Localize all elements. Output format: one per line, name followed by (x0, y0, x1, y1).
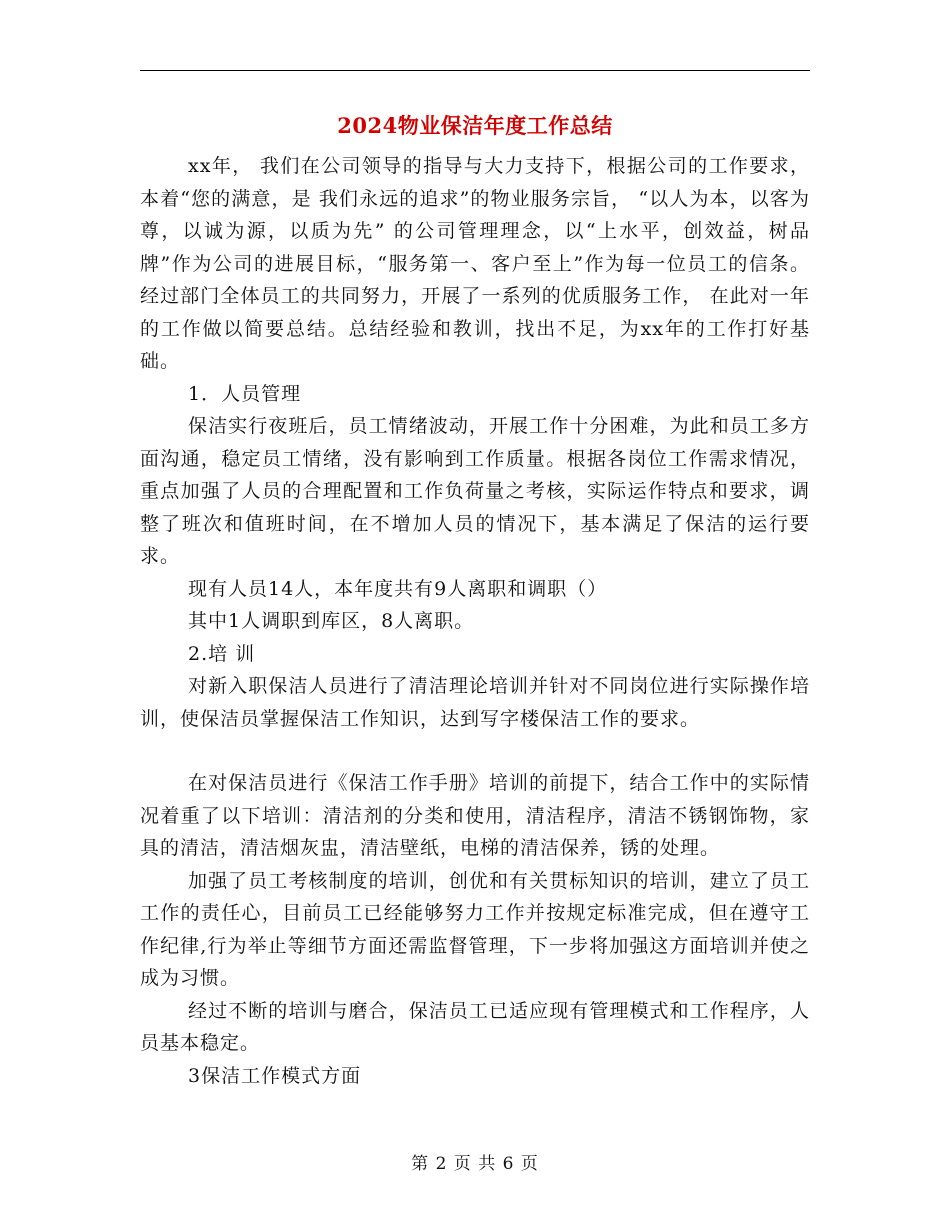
paragraph-training-manual: 在对保洁员进行《保洁工作手册》培训的前提下，结合工作中的实际情况着重了以下培训：清洁剂的分类和使用，清洁程序，清洁不锈钢饰物，家具的清洁，清洁烟灰盅，清洁壁纸，电梯的清洁保养，锈的处理。 (140, 772, 810, 859)
page-footer (0, 1152, 950, 1176)
paragraph-training-result: 经过不断的培训与磨合，保洁员工已适应现有管理模式和工作程序，人员基本稳定。 (140, 999, 810, 1054)
paragraph-headcount: 现有人员14人，本年度共有9人离职和调职（） (188, 577, 608, 600)
page-number: 第 2 页 共 6 页 (411, 1154, 539, 1174)
paragraph-spacer (140, 735, 810, 767)
document-title: 2024物业保洁年度工作总结 (337, 113, 613, 138)
paragraph-staff: 保洁实行夜班后，员工情绪波动，开展工作十分困难，为此和员工多方面沟通，稳定员工情绪，没有影响到工作质量。根据各岗位工作需求情况，重点加强了人员的合理配置和工作负荷量之考核，实际运作特点和要求，调整了班次和值班时间，在不增加人员的情况下，基本满足了保洁的运行要求。 (140, 415, 810, 567)
document-body (140, 150, 810, 1092)
section-heading-work-mode: 3保洁工作模式方面 (188, 1064, 362, 1087)
paragraph-training-assessment: 加强了员工考核制度的培训，创优和有关贯标知识的培训，建立了员工工作的责任心，目前员工已经能够努力工作并按规定标准完成，但在遵守工作纪律,行为举止等细节方面还需监督管理，下一步将加强这方面培训并使之成为习惯。 (140, 869, 810, 989)
header-rule (140, 70, 810, 71)
paragraph-training-new: 对新入职保洁人员进行了清洁理论培训并针对不同岗位进行实际操作培训，使保洁员掌握保洁工作知识，达到写字楼保洁工作的要求。 (140, 675, 810, 730)
section-heading-training: 2.培 训 (188, 642, 256, 665)
section-heading-staff: 1．人员管理 (188, 382, 302, 405)
paragraph-transfers: 其中1人调职到库区，8人离职。 (188, 610, 475, 632)
paragraph-intro: xx年， 我们在公司领导的指导与大力支持下，根据公司的工作要求，本着“您的满意，是 我们永远的追求”的物业服务宗旨， “以人为本，以客为尊，以诚为源，以质为先” 的公司管理理念，以“上水平，创效益，树品牌”作为公司的进展目标，“服务第一、客户至上”作为每一位员工的信条。经过部门全体员工的共同努力，开展了一系列的优质服务工作， 在此对一年的工作做以简要总结。总结经验和教训，找出不足，为xx年的工作打好基础。 (140, 155, 810, 372)
